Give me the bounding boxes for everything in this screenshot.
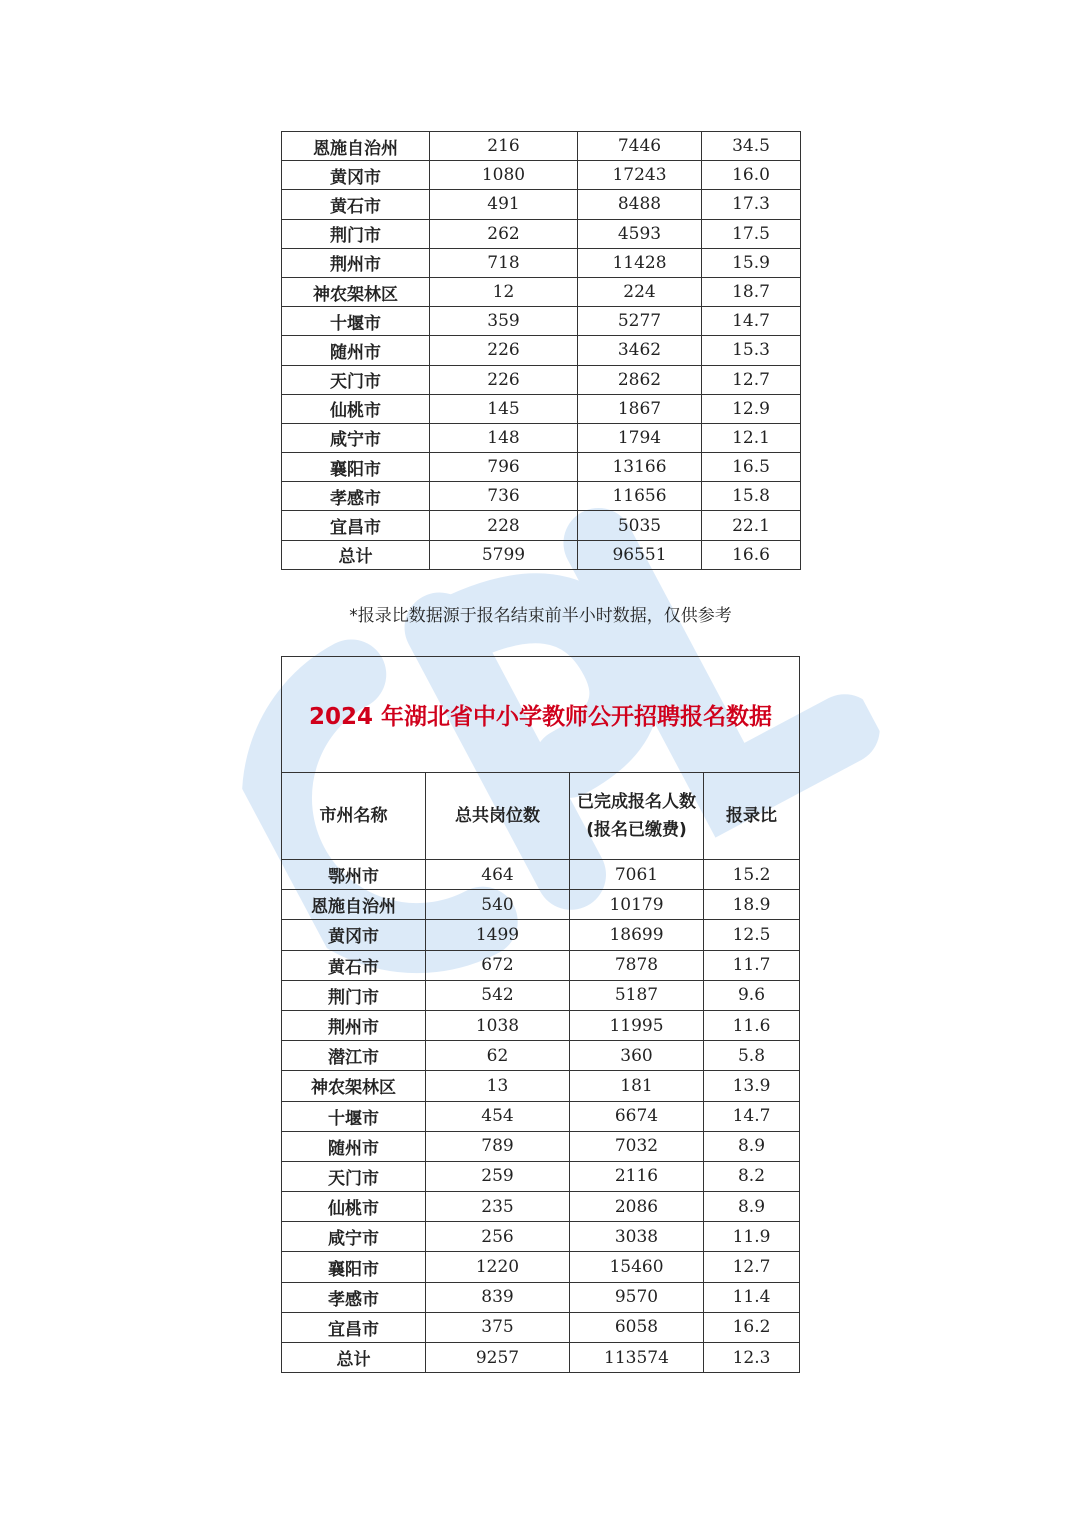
cell-positions: 12 — [430, 277, 578, 306]
cell-positions: 839 — [426, 1282, 570, 1312]
table-row — [282, 920, 800, 950]
cell-ratio: 11.4 — [704, 1282, 800, 1312]
cell-ratio: 22.1 — [702, 511, 801, 540]
cell-applicants: 5187 — [570, 980, 704, 1010]
cell-ratio: 15.8 — [702, 482, 801, 511]
cell-ratio: 16.6 — [702, 540, 801, 569]
cell-applicants: 2116 — [570, 1161, 704, 1191]
cell-positions: 359 — [430, 307, 578, 336]
cell-applicants: 6058 — [570, 1312, 704, 1342]
header-applicants: 已完成报名人数(报名已缴费) — [570, 773, 704, 860]
table-row — [282, 132, 801, 161]
cell-city: 荆门市 — [282, 219, 430, 248]
table-row — [282, 1131, 800, 1161]
cell-city: 咸宁市 — [282, 423, 430, 452]
cell-city: 十堰市 — [282, 307, 430, 336]
cell-positions: 1499 — [426, 920, 570, 950]
table-row — [282, 1041, 800, 1071]
cell-city: 天门市 — [282, 365, 430, 394]
cell-city: 宜昌市 — [282, 511, 430, 540]
cell-applicants: 7446 — [578, 132, 702, 161]
cell-applicants: 224 — [578, 277, 702, 306]
cell-positions: 540 — [426, 890, 570, 920]
cell-city: 鄂州市 — [282, 860, 426, 890]
cell-applicants: 1794 — [578, 423, 702, 452]
cell-city: 恩施自治州 — [282, 132, 430, 161]
cell-ratio: 34.5 — [702, 132, 801, 161]
cell-applicants: 15460 — [570, 1252, 704, 1282]
cell-city: 襄阳市 — [282, 1252, 426, 1282]
cell-ratio: 8.2 — [704, 1161, 800, 1191]
data-source-note: *报录比数据源于报名结束前半小时数据，仅供参考 — [349, 606, 732, 626]
cell-ratio: 8.9 — [704, 1131, 800, 1161]
cell-city: 孝感市 — [282, 1282, 426, 1312]
cell-positions: 216 — [430, 132, 578, 161]
cell-positions: 375 — [426, 1312, 570, 1342]
header-ratio: 报录比 — [704, 773, 800, 860]
table-row — [282, 1282, 800, 1312]
cell-applicants: 9570 — [570, 1282, 704, 1312]
cell-positions: 1220 — [426, 1252, 570, 1282]
table-row — [282, 1192, 800, 1222]
cell-positions: 454 — [426, 1101, 570, 1131]
cell-applicants: 3462 — [578, 336, 702, 365]
cell-positions: 1038 — [426, 1010, 570, 1040]
header-positions: 总共岗位数 — [426, 773, 570, 860]
cell-applicants: 2862 — [578, 365, 702, 394]
table-row — [282, 277, 801, 306]
cell-applicants: 17243 — [578, 161, 702, 190]
cell-applicants: 2086 — [570, 1192, 704, 1222]
cell-applicants: 7032 — [570, 1131, 704, 1161]
cell-city: 总计 — [282, 1343, 426, 1373]
cell-city: 神农架林区 — [282, 1071, 426, 1101]
cell-positions: 1080 — [430, 161, 578, 190]
cell-applicants: 96551 — [578, 540, 702, 569]
table-row — [282, 1222, 800, 1252]
cell-applicants: 4593 — [578, 219, 702, 248]
registration-table-previous — [281, 131, 801, 570]
cell-city: 黄石市 — [282, 190, 430, 219]
cell-ratio: 15.2 — [704, 860, 800, 890]
cell-ratio: 14.7 — [704, 1101, 800, 1131]
cell-city: 随州市 — [282, 336, 430, 365]
cell-applicants: 3038 — [570, 1222, 704, 1252]
cell-ratio: 17.3 — [702, 190, 801, 219]
table-row — [282, 423, 801, 452]
cell-ratio: 18.9 — [704, 890, 800, 920]
cell-positions: 262 — [430, 219, 578, 248]
cell-positions: 464 — [426, 860, 570, 890]
cell-applicants: 5035 — [578, 511, 702, 540]
cell-ratio: 12.7 — [702, 365, 801, 394]
cell-positions: 796 — [430, 453, 578, 482]
table-row — [282, 1101, 800, 1131]
table-row — [282, 1252, 800, 1282]
cell-applicants: 1867 — [578, 394, 702, 423]
cell-applicants: 8488 — [578, 190, 702, 219]
cell-applicants: 6674 — [570, 1101, 704, 1131]
cell-positions: 13 — [426, 1071, 570, 1101]
cell-positions: 62 — [426, 1041, 570, 1071]
cell-positions: 5799 — [430, 540, 578, 569]
cell-applicants: 11995 — [570, 1010, 704, 1040]
cell-applicants: 13166 — [578, 453, 702, 482]
table-row — [282, 540, 801, 569]
cell-applicants: 11656 — [578, 482, 702, 511]
cell-positions: 9257 — [426, 1343, 570, 1373]
cell-city: 十堰市 — [282, 1101, 426, 1131]
table-row — [282, 219, 801, 248]
cell-positions: 789 — [426, 1131, 570, 1161]
cell-city: 孝感市 — [282, 482, 430, 511]
registration-table-2024 — [281, 656, 800, 1373]
cell-city: 神农架林区 — [282, 277, 430, 306]
cell-applicants: 18699 — [570, 920, 704, 950]
cell-positions: 226 — [430, 365, 578, 394]
cell-ratio: 17.5 — [702, 219, 801, 248]
cell-positions: 736 — [430, 482, 578, 511]
cell-ratio: 11.9 — [704, 1222, 800, 1252]
table-title: 2024 年湖北省中小学教师公开招聘报名数据 — [282, 657, 800, 773]
cell-ratio: 16.0 — [702, 161, 801, 190]
cell-city: 总计 — [282, 540, 430, 569]
cell-city: 荆门市 — [282, 980, 426, 1010]
cell-ratio: 12.9 — [702, 394, 801, 423]
table-row — [282, 248, 801, 277]
cell-city: 黄冈市 — [282, 161, 430, 190]
cell-ratio: 12.7 — [704, 1252, 800, 1282]
cell-positions: 145 — [430, 394, 578, 423]
cell-city: 荆州市 — [282, 1010, 426, 1040]
cell-ratio: 9.6 — [704, 980, 800, 1010]
cell-ratio: 12.1 — [702, 423, 801, 452]
cell-ratio: 18.7 — [702, 277, 801, 306]
cell-ratio: 16.2 — [704, 1312, 800, 1342]
cell-positions: 672 — [426, 950, 570, 980]
cell-ratio: 15.3 — [702, 336, 801, 365]
table-row — [282, 980, 800, 1010]
cell-applicants: 5277 — [578, 307, 702, 336]
cell-city: 仙桃市 — [282, 394, 430, 423]
cell-applicants: 7878 — [570, 950, 704, 980]
cell-applicants: 113574 — [570, 1343, 704, 1373]
cell-positions: 148 — [430, 423, 578, 452]
table-row — [282, 1312, 800, 1342]
cell-ratio: 13.9 — [704, 1071, 800, 1101]
cell-ratio: 5.8 — [704, 1041, 800, 1071]
cell-ratio: 11.7 — [704, 950, 800, 980]
table-row — [282, 161, 801, 190]
cell-applicants: 7061 — [570, 860, 704, 890]
cell-city: 宜昌市 — [282, 1312, 426, 1342]
cell-ratio: 14.7 — [702, 307, 801, 336]
cell-city: 随州市 — [282, 1131, 426, 1161]
cell-ratio: 15.9 — [702, 248, 801, 277]
table-row — [282, 1343, 800, 1373]
cell-city: 襄阳市 — [282, 453, 430, 482]
cell-positions: 491 — [430, 190, 578, 219]
cell-city: 仙桃市 — [282, 1192, 426, 1222]
cell-ratio: 11.6 — [704, 1010, 800, 1040]
cell-ratio: 8.9 — [704, 1192, 800, 1222]
cell-city: 恩施自治州 — [282, 890, 426, 920]
cell-applicants: 10179 — [570, 890, 704, 920]
cell-city: 天门市 — [282, 1161, 426, 1191]
cell-city: 荆州市 — [282, 248, 430, 277]
table-row — [282, 1010, 800, 1040]
cell-applicants: 360 — [570, 1041, 704, 1071]
table-row — [282, 336, 801, 365]
table-row — [282, 860, 800, 890]
cell-positions: 226 — [430, 336, 578, 365]
table-row — [282, 1161, 800, 1191]
cell-city: 潜江市 — [282, 1041, 426, 1071]
cell-positions: 228 — [430, 511, 578, 540]
cell-positions: 542 — [426, 980, 570, 1010]
table-row — [282, 190, 801, 219]
cell-city: 黄石市 — [282, 950, 426, 980]
cell-positions: 718 — [430, 248, 578, 277]
table-row — [282, 307, 801, 336]
cell-applicants: 181 — [570, 1071, 704, 1101]
cell-city: 黄冈市 — [282, 920, 426, 950]
cell-applicants: 11428 — [578, 248, 702, 277]
table-row — [282, 890, 800, 920]
cell-ratio: 12.5 — [704, 920, 800, 950]
table-row — [282, 950, 800, 980]
cell-ratio: 16.5 — [702, 453, 801, 482]
table-row — [282, 1071, 800, 1101]
table-row — [282, 482, 801, 511]
table-row — [282, 453, 801, 482]
cell-city: 咸宁市 — [282, 1222, 426, 1252]
cell-ratio: 12.3 — [704, 1343, 800, 1373]
cell-positions: 235 — [426, 1192, 570, 1222]
table-row — [282, 511, 801, 540]
cell-positions: 259 — [426, 1161, 570, 1191]
header-city: 市州名称 — [282, 773, 426, 860]
cell-positions: 256 — [426, 1222, 570, 1252]
table-row — [282, 365, 801, 394]
table-row — [282, 394, 801, 423]
